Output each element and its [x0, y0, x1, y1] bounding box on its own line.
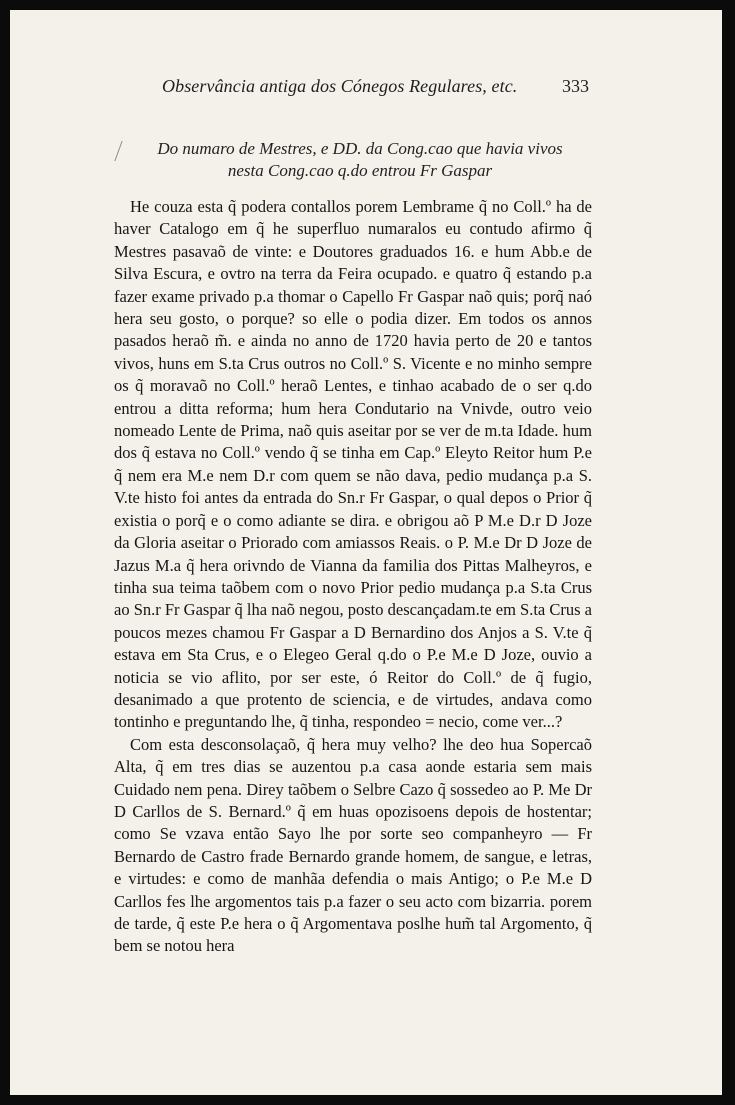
section-heading-line-1: Do numaro de Mestres, e DD. da Cong.cao que havia vivos	[157, 139, 563, 158]
page-number: 333	[562, 76, 589, 96]
section-heading	[110, 138, 610, 182]
book-page	[10, 10, 722, 1095]
paragraph-1: He couza esta q̃ podera contallos porem Lembrame q̃ no Coll.º ha de haver Catalogo em q̃ he superfluo numaralos eu contudo afirmo q̃ Mestres pasavaõ de vinte: e Doutores graduados 16. e hum Abb.e de Silva Escura, e ovtro na terra da Feira ocupado. e quatro q̃ estando p.a fazer exame privado p.a thomar o Capello Fr Gaspar naõ quis; porq̃ naó hera seu gosto, o porque? so elle o podia dizer. Em todos os annos pasados heraõ m̃. e ainda no anno de 1720 havia perto de 20 e tantos vivos, huns em S.ta Crus outros no Coll.º S. Vicente e no minho sempre os q̃ moravaõ no Coll.º heraõ Lentes, e tinhao acabado de o ser q.do entrou a ditta reforma; hum hera Condutario na Vnivde, outro veio nomeado Lente de Prima, naõ quis aseitar por se ver de m.ta Idade. hum dos q̃ estava no Coll.º vendo q̃ se tinha em Cap.º Eleyto Reitor hum P.e q̃ nem era M.e nem D.r com quem se não dava, pedio mudança p.a S. V.te histo foi antes da entrada do Sn.r Fr Gaspar, o qual depos o Prior q̃ existia o porq̃ e o como adiante se dira. e obrigou aõ P M.e D.r D Joze da Gloria aseitar o Priorado com amiassos Reais. o P. M.e Dr D Joze de Jazus M.a q̃ hera orivndo de Vianna da familia dos Pittas Malheyros, e tinha sua teima taõbem com o novo Prior pedio mudança p.a S.ta Crus ao Sn.r Fr Gaspar q̃ lha naõ negou, posto descançadam.te em S.ta Crus a poucos mezes chamou Fr Gaspar a D Bernardino dos Anjos a S. V.te q̃ estava em Sta Crus, e o Elegeo Geral q.do o P.e M.e D Joze, ouvio a noticia se vio aflito, por ser este, ó Reitor do Coll.º de q̃ fugio, desanimado a que protento de sciencia, e de virtudes, andava como tontinho e preguntando lhe, q̃ tinha, respondeo = necio, come ver...?	[114, 197, 592, 732]
body-text	[114, 196, 592, 958]
section-heading-line-2: nesta Cong.cao q.do entrou Fr Gaspar	[227, 161, 493, 180]
page-header	[10, 76, 722, 100]
running-title: Observância antiga dos Cónegos Regulares, etc.	[162, 76, 518, 96]
paragraph-2: Com esta desconsolaçaõ, q̃ hera muy velho? lhe deo hua Sopercaõ Alta, q̃ em tres dias se auzentou p.a casa aonde estaria sem mais Cuidado nem pena. Direy taõbem o Selbre Cazo q̃ sossedeo ao P. Me Dr D Carllos de S. Bernard.º q̃ em huas opozisoens depois de hostentar; como Se vzava então Sayo lhe por sorte seo companheyro — Fr Bernardo de Castro frade Bernardo grande homem, de sangue, e letras, e virtudes: e como de manhãa defendia o mais Antigo; o P.e M.e D Carllos fes lhe argomentos tais p.a fazer o seu acto com bizarria. porem de tarde, q̃ este P.e hera o q̃ Argomentava poslhe hum̃ tal Argomento, q̃ bem se notou hera	[114, 734, 592, 956]
